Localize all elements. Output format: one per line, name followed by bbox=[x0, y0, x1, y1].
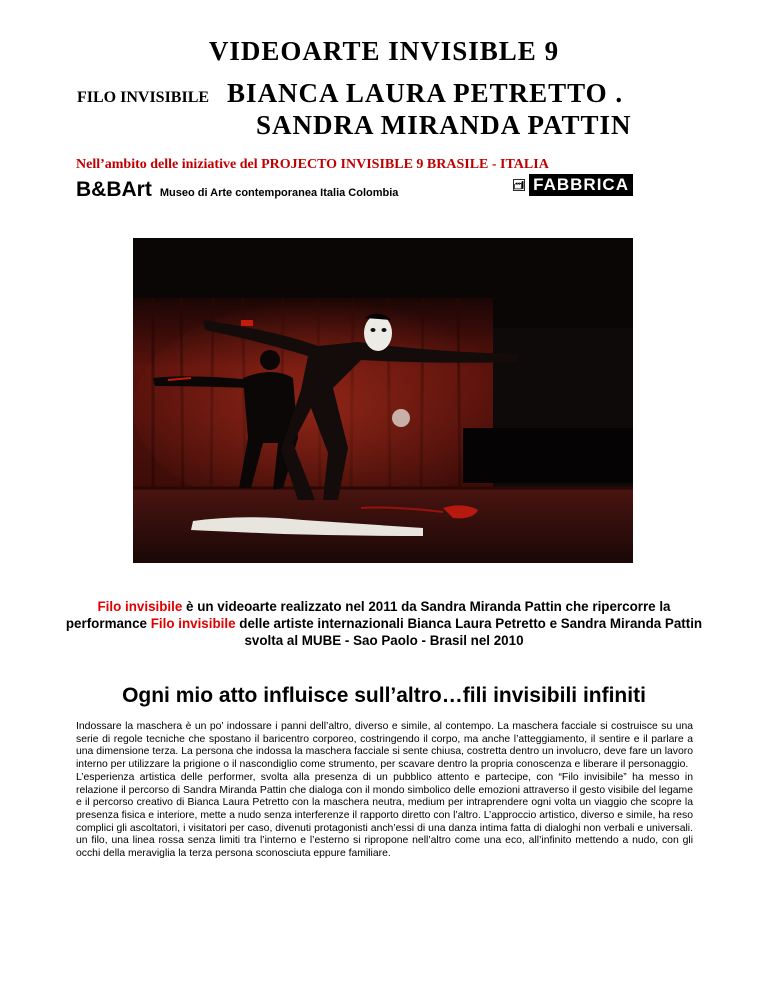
filo-label: FILO INVISIBILE bbox=[77, 89, 210, 106]
page-title: VIDEOARTE INVISIBLE 9 bbox=[208, 36, 560, 66]
body-paragraph-2: L’esperienza artistica delle performer, svolta alla presenza di un pubblico attento e partecipe, con “Filo invisibile” ha messo in relazione il percorso di Sandra Miranda Pattin che dialoga con il mondo simbolico delle emozioni attraverso il gesto visibile del legame e il percorso creativo di Bianca Laura Petretto con la maschera neutra, medium per intraprendere ogni volta un viaggio che scopre la presenza fisica e interiore, mette a nudo senza interferenze il rapporto diretto con l’altro. L’approccio artistico, diverso e simile, ha reso complici gli ascoltatori, i visitatori per caso, divenuti protagonisti anch’essi di una danza intima fatta di dialoghi non verbali e universali. un filo, una linea rossa senza limiti tra l’interno e l’esterno si ripropone nell’altro come una eco, all’infinito mettendo a nudo, con gli occhi della meraviglia la terza persona sconosciuta eppure familiare. bbox=[76, 771, 693, 860]
artist-name-2: SANDRA MIRANDA PATTIN bbox=[256, 110, 632, 140]
context-line: Nell’ambito delle iniziative del PROJECTO INVISIBLE 9 BRASILE - ITALIA bbox=[76, 157, 549, 172]
artist-name-1: BIANCA LAURA PETRETTO . bbox=[227, 78, 624, 108]
caption-text-1: è un videoarte realizzato nel 2011 da Sandra Miranda Pattin che ripercorre la performance bbox=[65, 599, 671, 631]
title-row bbox=[77, 78, 623, 109]
photo-caption bbox=[60, 598, 708, 649]
fabbrica-logo-icon bbox=[513, 174, 525, 196]
museum-name: B&BArt bbox=[76, 178, 152, 201]
performance-photo-image bbox=[133, 238, 633, 563]
body-text bbox=[76, 721, 693, 861]
section-heading: Ogni mio atto influisce sull’altro…fili invisibili infiniti bbox=[122, 684, 646, 707]
caption-title-1: Filo invisibile bbox=[97, 599, 183, 614]
caption-title-2: Filo invisibile bbox=[150, 616, 236, 631]
museum-line bbox=[76, 178, 398, 202]
fabbrica-logo-text: FABBRICA bbox=[529, 174, 633, 196]
performance-photo bbox=[133, 238, 633, 563]
body-paragraph-1: Indossare la maschera è un po’ indossare i panni dell’altro, diverso e simile, al contempo. La maschera facciale si costruisce su una serie di regole tecniche che spostano il baricentro corporeo, costringendo il corpo, ma anche l’atteggiamento, il sentire e il parlare a una dimensione terza. La persona che indossa la maschera facciale si sente chiusa, costretta dentro un involucro, deve fare un lavoro interno per utilizzare la prigione o il nascondiglio come strumento, per scavare dentro la propria conoscenza e liberare il personaggio. bbox=[76, 721, 693, 771]
museum-subtitle: Museo di Arte contemporanea Italia Colombia bbox=[159, 187, 399, 199]
caption-text-2: delle artiste internazionali Bianca Laura Petretto e Sandra Miranda Pattin svolta al MUBE - Sao Paolo - Brasil nel 2010 bbox=[235, 616, 703, 648]
fabbrica-logo bbox=[513, 174, 633, 196]
